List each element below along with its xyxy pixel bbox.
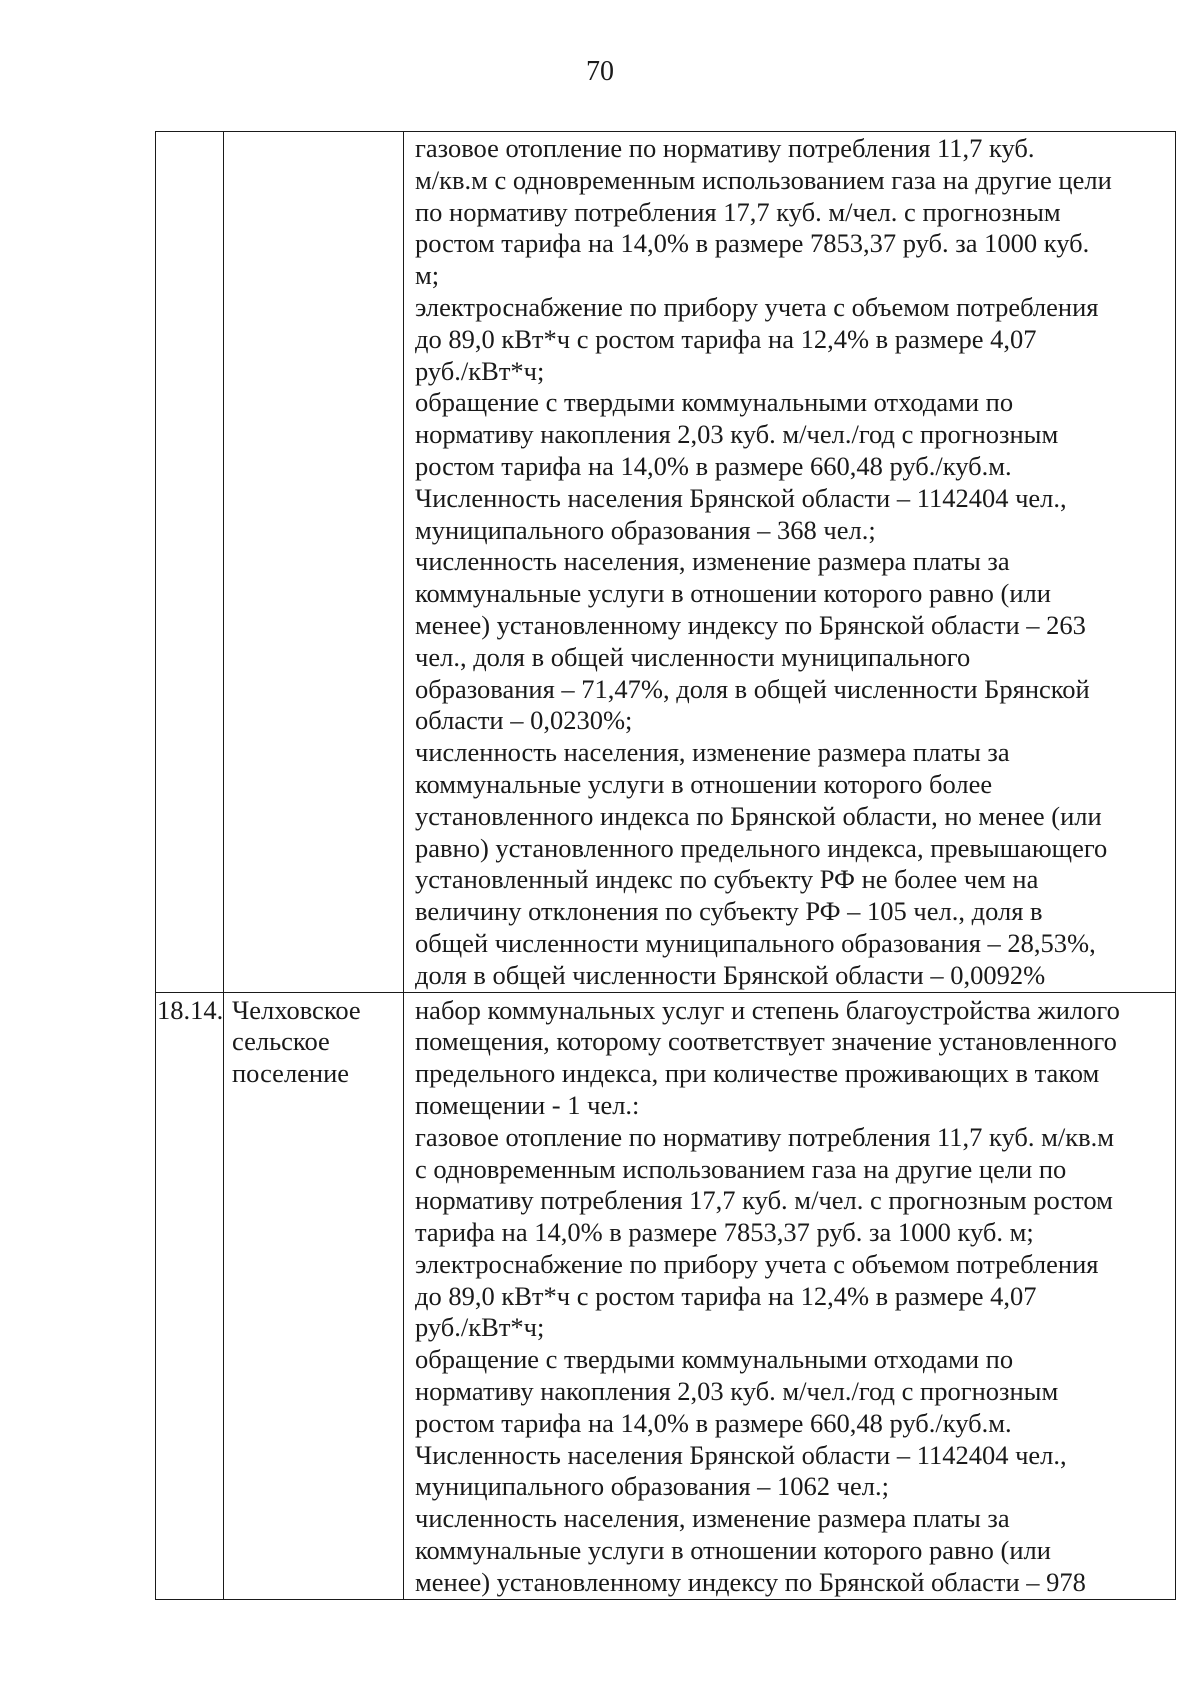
description-line: газовое отопление по нормативу потребления 11,7 куб. bbox=[415, 133, 1035, 163]
description-line: по нормативу потребления 17,7 куб. м/чел. с прогнозным bbox=[415, 196, 1061, 227]
description-line: численность населения, изменение размера платы за bbox=[415, 737, 1010, 768]
page-number: 70 bbox=[586, 56, 614, 87]
description-line: тарифа на 14,0% в размере 7853,37 руб. за 1000 куб. м; bbox=[415, 1217, 1034, 1248]
municipality-name-cell bbox=[224, 132, 404, 993]
description-line: нормативу накопления 2,03 куб. м/чел./год с прогнозным bbox=[415, 419, 1059, 450]
municipality-name-line: Челховское bbox=[232, 994, 361, 1025]
table-row bbox=[156, 992, 1176, 1599]
row-number: 18.14. bbox=[157, 994, 224, 1025]
description-line: коммунальные услуги в отношении которого равно (или bbox=[415, 578, 1051, 609]
description-line: помещения, которому соответствует значение установленного bbox=[415, 1026, 1117, 1057]
description-line: руб./кВт*ч; bbox=[415, 355, 545, 386]
description-line: ростом тарифа на 14,0% в размере 7853,37 руб. за 1000 куб. bbox=[415, 228, 1090, 259]
description-line: численность населения, изменение размера платы за bbox=[415, 1503, 1010, 1534]
description-line: общей численности муниципального образования – 28,53%, bbox=[415, 927, 1096, 958]
description-line: менее) установленному индексу по Брянской области – 978 bbox=[415, 1566, 1086, 1597]
description-line: доля в общей численности Брянской области – 0,0092% bbox=[415, 959, 1046, 990]
description-cell bbox=[404, 992, 1176, 1599]
description-line: ростом тарифа на 14,0% в размере 660,48 руб./куб.м. bbox=[415, 1407, 1012, 1438]
description-line: муниципального образования – 368 чел.; bbox=[415, 514, 876, 545]
table-body bbox=[156, 132, 1176, 1600]
municipality-name-cell bbox=[224, 992, 404, 1599]
description-line: образования – 71,47%, доля в общей численности Брянской bbox=[415, 673, 1090, 704]
description-line: до 89,0 кВт*ч с ростом тарифа на 12,4% в размере 4,07 bbox=[415, 323, 1037, 354]
description-line: менее) установленному индексу по Брянской области – 263 bbox=[415, 609, 1086, 640]
description-line: обращение с твердыми коммунальными отходами по bbox=[415, 387, 1014, 418]
description-line: равно) установленного предельного индекса, превышающего bbox=[415, 832, 1108, 863]
row-number-cell bbox=[156, 992, 224, 1599]
municipality-name-line: поселение bbox=[232, 1058, 350, 1089]
description-line: области – 0,0230%; bbox=[415, 705, 633, 736]
description-line: величину отклонения по субъекту РФ – 105 чел., доля в bbox=[415, 896, 1043, 927]
description-line: коммунальные услуги в отношении которого более bbox=[415, 768, 993, 799]
description-line: помещении - 1 чел.: bbox=[415, 1089, 640, 1120]
description-line: обращение с твердыми коммунальными отходами по bbox=[415, 1344, 1014, 1375]
description-cell bbox=[404, 132, 1176, 993]
description-line: муниципального образования – 1062 чел.; bbox=[415, 1471, 889, 1502]
description-line: набор коммунальных услуг и степень благоустройства жилого bbox=[415, 994, 1120, 1025]
description-line: с одновременным использованием газа на другие цели по bbox=[415, 1153, 1067, 1184]
description-line: м; bbox=[415, 260, 440, 291]
tariff-table bbox=[155, 131, 1176, 1600]
description-line: Численность населения Брянской области – 1142404 чел., bbox=[415, 482, 1067, 513]
description-line: электроснабжение по прибору учета с объемом потребления bbox=[415, 1248, 1099, 1279]
description-line: предельного индекса, при количестве проживающих в таком bbox=[415, 1058, 1100, 1089]
description-line: Численность населения Брянской области – 1142404 чел., bbox=[415, 1439, 1067, 1470]
row-number-cell bbox=[156, 132, 224, 993]
description-line: нормативу накопления 2,03 куб. м/чел./год с прогнозным bbox=[415, 1376, 1059, 1407]
table-row bbox=[156, 132, 1176, 993]
description-line: м/кв.м с одновременным использованием газа на другие цели bbox=[415, 164, 1112, 195]
description-line: коммунальные услуги в отношении которого равно (или bbox=[415, 1535, 1051, 1566]
description-line: установленного индекса по Брянской области, но менее (или bbox=[415, 800, 1102, 831]
description-line: установленный индекс по субъекту РФ не более чем на bbox=[415, 864, 1039, 895]
description-line: ростом тарифа на 14,0% в размере 660,48 руб./куб.м. bbox=[415, 450, 1012, 481]
description-line: до 89,0 кВт*ч с ростом тарифа на 12,4% в размере 4,07 bbox=[415, 1280, 1037, 1311]
description-line: электроснабжение по прибору учета с объемом потребления bbox=[415, 291, 1099, 322]
description-line: газовое отопление по нормативу потребления 11,7 куб. м/кв.м bbox=[415, 1121, 1115, 1152]
description-line: численность населения, изменение размера платы за bbox=[415, 546, 1010, 577]
description-line: руб./кВт*ч; bbox=[415, 1312, 545, 1343]
description-line: нормативу потребления 17,7 куб. м/чел. с прогнозным ростом bbox=[415, 1185, 1113, 1216]
municipality-name-line: сельское bbox=[232, 1026, 330, 1057]
description-line: чел., доля в общей численности муниципального bbox=[415, 641, 971, 672]
